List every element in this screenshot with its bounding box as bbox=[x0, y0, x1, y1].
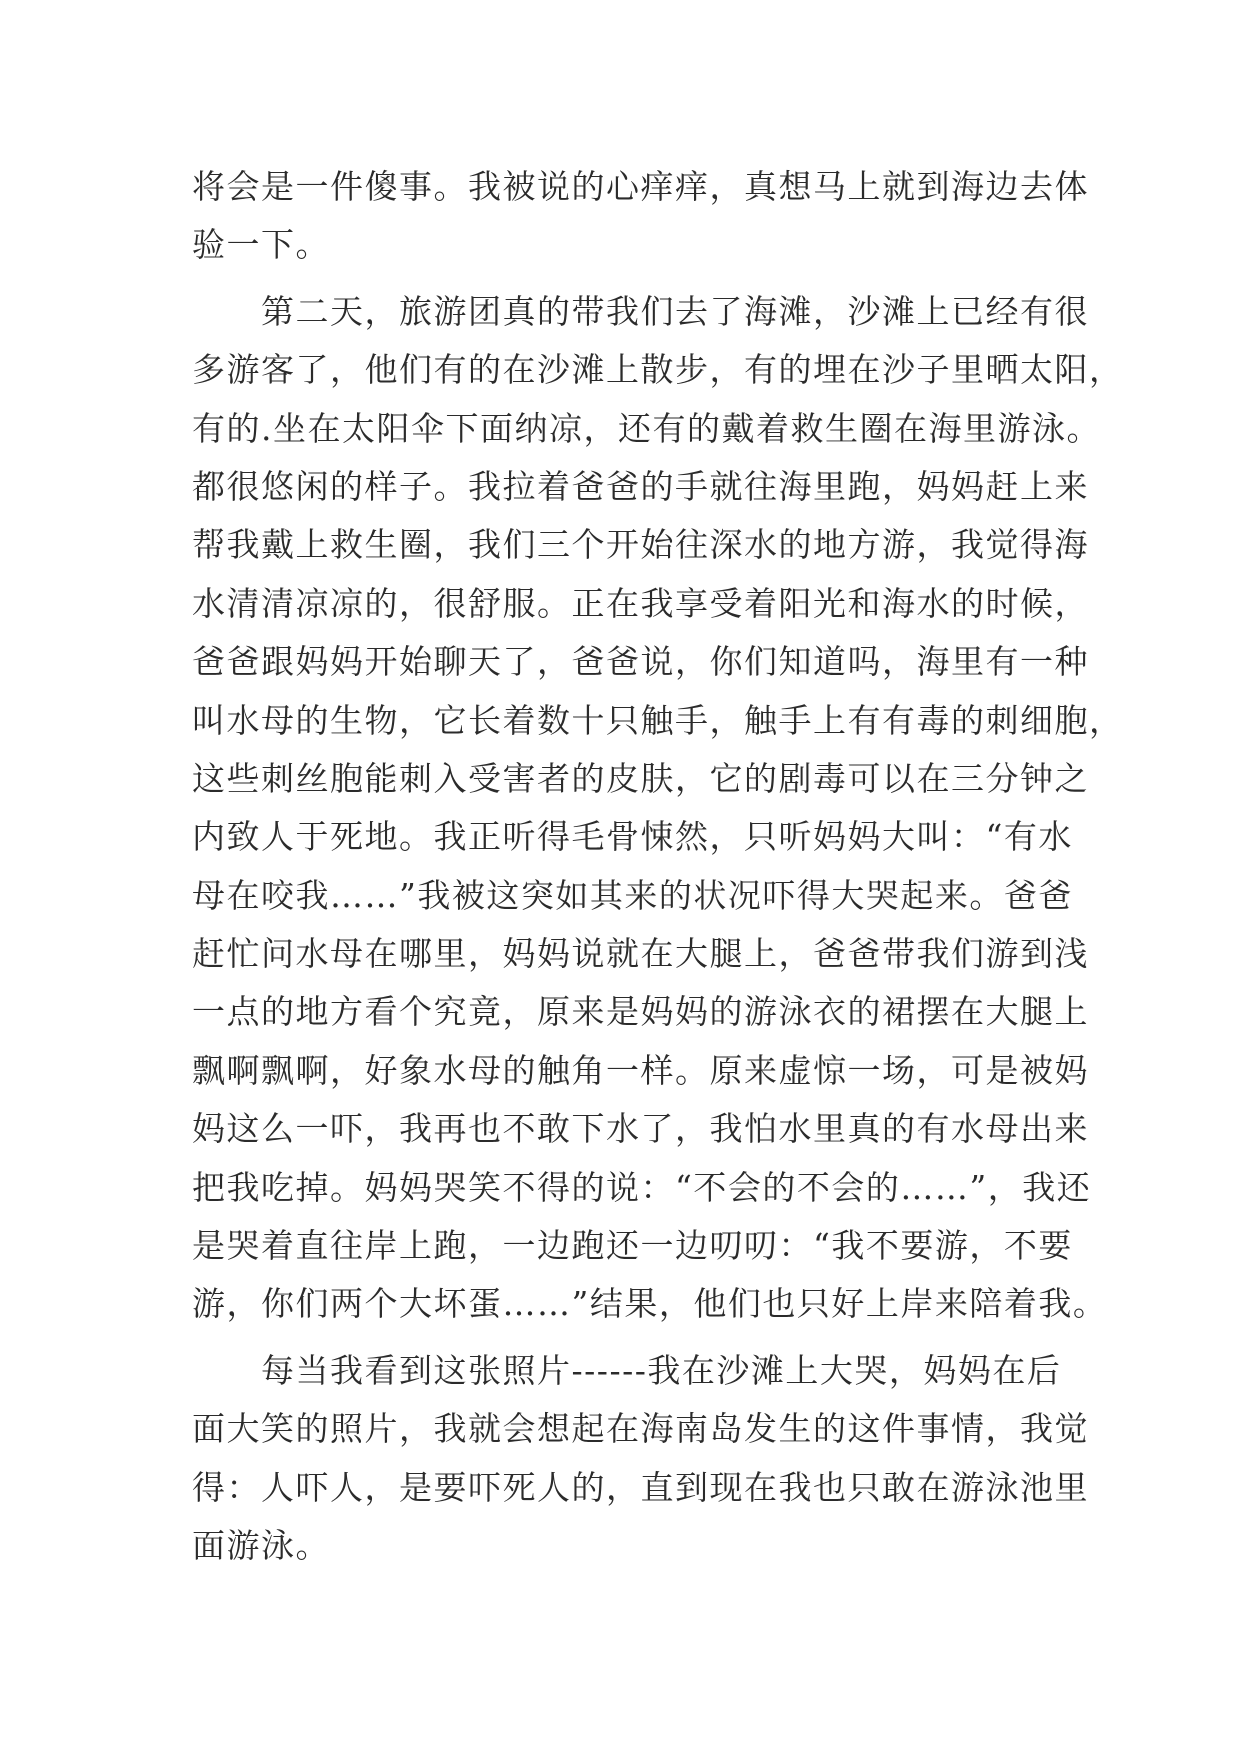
text-line: 面大笑的照片，我就会想起在海南岛发生的这件事情，我觉 bbox=[192, 1409, 1089, 1449]
text-line: 母在咬我……”我被这突如其来的状况吓得大哭起来。爸爸 bbox=[192, 875, 1073, 915]
text-line: 飘啊飘啊，好象水母的触角一样。原来虚惊一场，可是被妈 bbox=[192, 1050, 1089, 1090]
text-line: 叫水母的生物，它长着数十只触手，触手上有有毒的刺细胞， bbox=[192, 700, 1124, 740]
text-line: 内致人于死地。我正听得毛骨悚然，只听妈妈大叫：“有水 bbox=[192, 817, 1073, 857]
essay-text bbox=[192, 158, 1124, 1575]
text-line: 面游泳。 bbox=[192, 1525, 330, 1565]
text-line: 一点的地方看个究竟，原来是妈妈的游泳衣的裙摆在大腿上 bbox=[192, 992, 1089, 1032]
text-line: 爸爸跟妈妈开始聊天了，爸爸说，你们知道吗，海里有一种 bbox=[192, 642, 1089, 682]
text-line: 第二天，旅游团真的带我们去了海滩，沙滩上已经有很 bbox=[192, 291, 1089, 331]
paragraph-gap bbox=[192, 1334, 1072, 1342]
text-line: 得：人吓人，是要吓死人的，直到现在我也只敢在游泳池里 bbox=[192, 1467, 1089, 1507]
text-line: 这些刺丝胞能刺入受害者的皮肤，它的剧毒可以在三分钟之 bbox=[192, 758, 1089, 798]
text-line: 赶忙问水母在哪里，妈妈说就在大腿上，爸爸带我们游到浅 bbox=[192, 934, 1089, 974]
paragraph-gap bbox=[192, 275, 1072, 283]
text-line: 将会是一件傻事。我被说的心痒痒，真想马上就到海边去体 bbox=[192, 167, 1089, 206]
text-line: 游，你们两个大坏蛋……”结果，他们也只好上岸来陪着我。 bbox=[192, 1284, 1108, 1324]
text-line: 验一下。 bbox=[192, 225, 330, 265]
text-line: 把我吃掉。妈妈哭笑不得的说：“不会的不会的……”，我还 bbox=[192, 1167, 1092, 1207]
text-line: 多游客了，他们有的在沙滩上散步，有的埋在沙子里晒太阳， bbox=[192, 350, 1124, 390]
text-line: 都很悠闲的样子。我拉着爸爸的手就往海里跑，妈妈赶上来 bbox=[192, 466, 1089, 506]
text-line: 水清清凉凉的，很舒服。正在我享受着阳光和海水的时候， bbox=[192, 583, 1089, 623]
text-line: 有的.坐在太阳伞下面纳凉，还有的戴着救生圈在海里游泳。 bbox=[192, 408, 1101, 448]
text-line: 每当我看到这张照片------我在沙滩上大哭，妈妈在后 bbox=[192, 1350, 1062, 1390]
text-line: 是哭着直往岸上跑，一边跑还一边叨叨：“我不要游，不要 bbox=[192, 1226, 1073, 1266]
text-line: 帮我戴上救生圈，我们三个开始往深水的地方游，我觉得海 bbox=[192, 525, 1089, 565]
text-line: 妈这么一吓，我再也不敢下水了，我怕水里真的有水母出来 bbox=[192, 1109, 1089, 1149]
